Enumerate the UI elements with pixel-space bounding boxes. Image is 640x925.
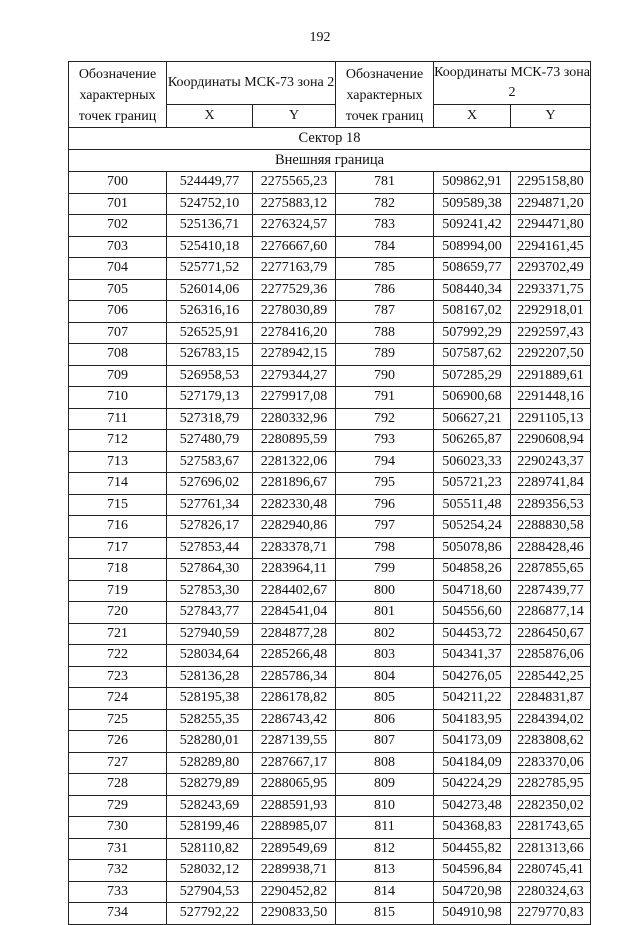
- point-number-right: 800: [336, 580, 434, 602]
- x-value-left: 528243,69: [167, 795, 253, 817]
- point-number-left: 732: [69, 860, 167, 882]
- y-value-right: 2294471,80: [511, 215, 591, 237]
- point-number-right: 806: [336, 709, 434, 731]
- x-value-left: 527318,79: [167, 408, 253, 430]
- point-number-right: 808: [336, 752, 434, 774]
- y-value-left: 2279344,27: [253, 365, 336, 387]
- x-value-right: 505078,86: [434, 537, 511, 559]
- x-value-left: 528032,12: [167, 860, 253, 882]
- y-value-right: 2293371,75: [511, 279, 591, 301]
- y-value-left: 2280895,59: [253, 430, 336, 452]
- y-value-right: 2285876,06: [511, 645, 591, 667]
- x-value-left: 527792,22: [167, 903, 253, 925]
- y-value-left: 2287667,17: [253, 752, 336, 774]
- y-value-left: 2281322,06: [253, 451, 336, 473]
- x-value-left: 527864,30: [167, 559, 253, 581]
- point-number-left: 721: [69, 623, 167, 645]
- x-value-right: 504224,29: [434, 774, 511, 796]
- x-value-right: 505721,23: [434, 473, 511, 495]
- point-number-left: 718: [69, 559, 167, 581]
- y-value-right: 2291889,61: [511, 365, 591, 387]
- point-number-left: 706: [69, 301, 167, 323]
- x-value-right: 504718,60: [434, 580, 511, 602]
- y-value-left: 2288591,93: [253, 795, 336, 817]
- table-row: [69, 903, 591, 925]
- designation-header-left: Обозначение характерных точек границ: [69, 62, 167, 128]
- x-value-right: 504341,37: [434, 645, 511, 667]
- table-row: [69, 408, 591, 430]
- x-value-right: 507587,62: [434, 344, 511, 366]
- x-value-left: 528255,35: [167, 709, 253, 731]
- table-row: [69, 387, 591, 409]
- table-row: [69, 860, 591, 882]
- table-row: [69, 279, 591, 301]
- x-value-left: 527583,67: [167, 451, 253, 473]
- y-value-left: 2285786,34: [253, 666, 336, 688]
- point-number-right: 782: [336, 193, 434, 215]
- point-number-right: 785: [336, 258, 434, 280]
- x-value-right: 506023,33: [434, 451, 511, 473]
- table-row: [69, 838, 591, 860]
- x-value-left: 527940,59: [167, 623, 253, 645]
- point-number-right: 814: [336, 881, 434, 903]
- page-number: 192: [309, 30, 331, 45]
- y-value-left: 2284541,04: [253, 602, 336, 624]
- x-value-left: 527480,79: [167, 430, 253, 452]
- point-number-left: 715: [69, 494, 167, 516]
- y-value-right: 2288830,58: [511, 516, 591, 538]
- x-value-left: 528034,64: [167, 645, 253, 667]
- table-row: [69, 172, 591, 194]
- point-number-right: 811: [336, 817, 434, 839]
- table-row: [69, 494, 591, 516]
- x-value-right: 504183,95: [434, 709, 511, 731]
- y-header-left: Y: [253, 104, 336, 127]
- x-value-left: 528195,38: [167, 688, 253, 710]
- y-value-right: 2286877,14: [511, 602, 591, 624]
- y-value-left: 2278416,20: [253, 322, 336, 344]
- x-value-right: 508167,02: [434, 301, 511, 323]
- x-value-right: 504184,09: [434, 752, 511, 774]
- y-value-left: 2289549,69: [253, 838, 336, 860]
- table-row: [69, 215, 591, 237]
- y-value-right: 2294871,20: [511, 193, 591, 215]
- y-value-right: 2280324,63: [511, 881, 591, 903]
- point-number-left: 720: [69, 602, 167, 624]
- y-value-left: 2289938,71: [253, 860, 336, 882]
- table-row: [69, 817, 591, 839]
- x-value-right: 506265,87: [434, 430, 511, 452]
- x-value-left: 527761,34: [167, 494, 253, 516]
- x-value-right: 507992,29: [434, 322, 511, 344]
- point-number-left: 729: [69, 795, 167, 817]
- point-number-left: 719: [69, 580, 167, 602]
- point-number-right: 792: [336, 408, 434, 430]
- sector-title: Сектор 18: [69, 128, 591, 150]
- x-value-right: 504273,48: [434, 795, 511, 817]
- y-value-left: 2277529,36: [253, 279, 336, 301]
- x-value-right: 505254,24: [434, 516, 511, 538]
- x-value-left: 526014,06: [167, 279, 253, 301]
- point-number-left: 700: [69, 172, 167, 194]
- x-value-right: 504173,09: [434, 731, 511, 753]
- point-number-right: 789: [336, 344, 434, 366]
- y-value-right: 2283370,06: [511, 752, 591, 774]
- x-value-left: 528136,28: [167, 666, 253, 688]
- y-value-left: 2275565,23: [253, 172, 336, 194]
- y-value-right: 2279770,83: [511, 903, 591, 925]
- y-value-left: 2288065,95: [253, 774, 336, 796]
- point-number-left: 714: [69, 473, 167, 495]
- x-value-left: 527696,02: [167, 473, 253, 495]
- y-value-right: 2292597,43: [511, 322, 591, 344]
- point-number-right: 804: [336, 666, 434, 688]
- table-row: [69, 774, 591, 796]
- y-value-left: 2278942,15: [253, 344, 336, 366]
- point-number-right: 796: [336, 494, 434, 516]
- x-value-left: 527179,13: [167, 387, 253, 409]
- x-value-left: 526525,91: [167, 322, 253, 344]
- table-row: [69, 537, 591, 559]
- x-value-right: 506900,68: [434, 387, 511, 409]
- x-value-right: 508659,77: [434, 258, 511, 280]
- point-number-right: 805: [336, 688, 434, 710]
- y-value-right: 2295158,80: [511, 172, 591, 194]
- y-value-left: 2282330,48: [253, 494, 336, 516]
- y-value-right: 2287855,65: [511, 559, 591, 581]
- y-value-left: 2288985,07: [253, 817, 336, 839]
- x-value-left: 527843,77: [167, 602, 253, 624]
- x-value-left: 528199,46: [167, 817, 253, 839]
- y-value-right: 2282350,02: [511, 795, 591, 817]
- point-number-right: 786: [336, 279, 434, 301]
- y-value-right: 2286450,67: [511, 623, 591, 645]
- table-row: [69, 645, 591, 667]
- x-value-left: 525410,18: [167, 236, 253, 258]
- point-number-right: 812: [336, 838, 434, 860]
- y-value-left: 2280332,96: [253, 408, 336, 430]
- point-number-left: 722: [69, 645, 167, 667]
- x-value-right: 504455,82: [434, 838, 511, 860]
- y-value-right: 2294161,45: [511, 236, 591, 258]
- point-number-left: 716: [69, 516, 167, 538]
- x-value-left: 525771,52: [167, 258, 253, 280]
- x-value-right: 504720,98: [434, 881, 511, 903]
- point-number-right: 815: [336, 903, 434, 925]
- x-value-right: 504596,84: [434, 860, 511, 882]
- x-value-left: 527904,53: [167, 881, 253, 903]
- point-number-right: 794: [336, 451, 434, 473]
- table-row: [69, 430, 591, 452]
- x-value-left: 525136,71: [167, 215, 253, 237]
- y-value-right: 2292918,01: [511, 301, 591, 323]
- x-value-right: 504910,98: [434, 903, 511, 925]
- boundary-title: Внешняя граница: [69, 150, 591, 172]
- y-value-right: 2290243,37: [511, 451, 591, 473]
- point-number-left: 703: [69, 236, 167, 258]
- point-number-left: 733: [69, 881, 167, 903]
- point-number-left: 708: [69, 344, 167, 366]
- table-row: [69, 451, 591, 473]
- y-value-right: 2281743,65: [511, 817, 591, 839]
- table-row: [69, 322, 591, 344]
- x-value-right: 505511,48: [434, 494, 511, 516]
- x-value-left: 527853,30: [167, 580, 253, 602]
- x-value-left: 528280,01: [167, 731, 253, 753]
- x-value-right: 504556,60: [434, 602, 511, 624]
- y-value-left: 2286743,42: [253, 709, 336, 731]
- coordinates-header-right: Координаты МСК-73 зона 2: [434, 62, 591, 105]
- point-number-right: 791: [336, 387, 434, 409]
- point-number-left: 734: [69, 903, 167, 925]
- x-value-right: 504276,05: [434, 666, 511, 688]
- y-value-left: 2287139,55: [253, 731, 336, 753]
- point-number-right: 797: [336, 516, 434, 538]
- x-value-right: 509589,38: [434, 193, 511, 215]
- table-row: [69, 258, 591, 280]
- point-number-right: 807: [336, 731, 434, 753]
- y-value-left: 2284877,28: [253, 623, 336, 645]
- y-value-right: 2290608,94: [511, 430, 591, 452]
- coordinates-header-left: Координаты МСК-73 зона 2: [167, 62, 336, 105]
- point-number-right: 781: [336, 172, 434, 194]
- point-number-right: 809: [336, 774, 434, 796]
- y-value-right: 2284394,02: [511, 709, 591, 731]
- table-row: [69, 365, 591, 387]
- y-value-right: 2292207,50: [511, 344, 591, 366]
- y-value-left: 2275883,12: [253, 193, 336, 215]
- point-number-right: 793: [336, 430, 434, 452]
- table-row: [69, 752, 591, 774]
- point-number-right: 802: [336, 623, 434, 645]
- y-value-left: 2282940,86: [253, 516, 336, 538]
- point-number-left: 707: [69, 322, 167, 344]
- table-row: [69, 666, 591, 688]
- x-value-left: 528110,82: [167, 838, 253, 860]
- y-value-left: 2283378,71: [253, 537, 336, 559]
- x-value-right: 508440,34: [434, 279, 511, 301]
- table-row: [69, 236, 591, 258]
- table-row: [69, 602, 591, 624]
- point-number-left: 701: [69, 193, 167, 215]
- point-number-right: 784: [336, 236, 434, 258]
- y-value-right: 2291448,16: [511, 387, 591, 409]
- y-value-left: 2276324,57: [253, 215, 336, 237]
- y-value-left: 2285266,48: [253, 645, 336, 667]
- y-value-left: 2278030,89: [253, 301, 336, 323]
- table-row: [69, 731, 591, 753]
- point-number-right: 787: [336, 301, 434, 323]
- table-row: [69, 301, 591, 323]
- x-value-left: 527826,17: [167, 516, 253, 538]
- x-value-left: 528279,89: [167, 774, 253, 796]
- y-value-left: 2281896,67: [253, 473, 336, 495]
- table-row: [69, 193, 591, 215]
- point-number-right: 813: [336, 860, 434, 882]
- point-number-left: 704: [69, 258, 167, 280]
- x-value-right: 509862,91: [434, 172, 511, 194]
- point-number-left: 712: [69, 430, 167, 452]
- x-header-left: X: [167, 104, 253, 127]
- y-value-left: 2283964,11: [253, 559, 336, 581]
- x-value-left: 528289,80: [167, 752, 253, 774]
- point-number-left: 723: [69, 666, 167, 688]
- y-value-left: 2276667,60: [253, 236, 336, 258]
- y-header-right: Y: [511, 104, 591, 127]
- point-number-left: 717: [69, 537, 167, 559]
- point-number-left: 705: [69, 279, 167, 301]
- point-number-left: 730: [69, 817, 167, 839]
- point-number-left: 725: [69, 709, 167, 731]
- y-value-right: 2289356,53: [511, 494, 591, 516]
- y-value-right: 2284831,87: [511, 688, 591, 710]
- table-row: [69, 473, 591, 495]
- y-value-left: 2286178,82: [253, 688, 336, 710]
- y-value-right: 2293702,49: [511, 258, 591, 280]
- point-number-left: 711: [69, 408, 167, 430]
- point-number-right: 801: [336, 602, 434, 624]
- table-row: [69, 709, 591, 731]
- table-row: [69, 881, 591, 903]
- y-value-right: 2280745,41: [511, 860, 591, 882]
- y-value-right: 2291105,13: [511, 408, 591, 430]
- y-value-right: 2289741,84: [511, 473, 591, 495]
- x-value-right: 507285,29: [434, 365, 511, 387]
- point-number-left: 710: [69, 387, 167, 409]
- x-header-right: X: [434, 104, 511, 127]
- x-value-left: 527853,44: [167, 537, 253, 559]
- table-row: [69, 688, 591, 710]
- y-value-right: 2282785,95: [511, 774, 591, 796]
- table-row: [69, 344, 591, 366]
- point-number-left: 709: [69, 365, 167, 387]
- coordinates-table: [68, 61, 591, 925]
- point-number-left: 728: [69, 774, 167, 796]
- point-number-right: 790: [336, 365, 434, 387]
- table-row: [69, 580, 591, 602]
- y-value-right: 2283808,62: [511, 731, 591, 753]
- point-number-right: 798: [336, 537, 434, 559]
- y-value-left: 2290452,82: [253, 881, 336, 903]
- y-value-right: 2281313,66: [511, 838, 591, 860]
- table-row: [69, 559, 591, 581]
- x-value-right: 506627,21: [434, 408, 511, 430]
- y-value-right: 2285442,25: [511, 666, 591, 688]
- point-number-left: 702: [69, 215, 167, 237]
- x-value-left: 526958,53: [167, 365, 253, 387]
- y-value-left: 2279917,08: [253, 387, 336, 409]
- y-value-right: 2288428,46: [511, 537, 591, 559]
- point-number-left: 713: [69, 451, 167, 473]
- x-value-right: 508994,00: [434, 236, 511, 258]
- x-value-left: 526783,15: [167, 344, 253, 366]
- y-value-right: 2287439,77: [511, 580, 591, 602]
- y-value-left: 2290833,50: [253, 903, 336, 925]
- point-number-right: 799: [336, 559, 434, 581]
- x-value-right: 504368,83: [434, 817, 511, 839]
- point-number-right: 795: [336, 473, 434, 495]
- designation-header-right: Обозначение характерных точек границ: [336, 62, 434, 128]
- x-value-right: 504211,22: [434, 688, 511, 710]
- table-row: [69, 795, 591, 817]
- point-number-right: 810: [336, 795, 434, 817]
- point-number-left: 724: [69, 688, 167, 710]
- point-number-right: 803: [336, 645, 434, 667]
- table-row: [69, 623, 591, 645]
- table-row: [69, 516, 591, 538]
- x-value-left: 524752,10: [167, 193, 253, 215]
- point-number-left: 726: [69, 731, 167, 753]
- point-number-left: 731: [69, 838, 167, 860]
- point-number-left: 727: [69, 752, 167, 774]
- y-value-left: 2284402,67: [253, 580, 336, 602]
- x-value-right: 509241,42: [434, 215, 511, 237]
- point-number-right: 783: [336, 215, 434, 237]
- point-number-right: 788: [336, 322, 434, 344]
- x-value-right: 504453,72: [434, 623, 511, 645]
- y-value-left: 2277163,79: [253, 258, 336, 280]
- x-value-right: 504858,26: [434, 559, 511, 581]
- x-value-left: 524449,77: [167, 172, 253, 194]
- x-value-left: 526316,16: [167, 301, 253, 323]
